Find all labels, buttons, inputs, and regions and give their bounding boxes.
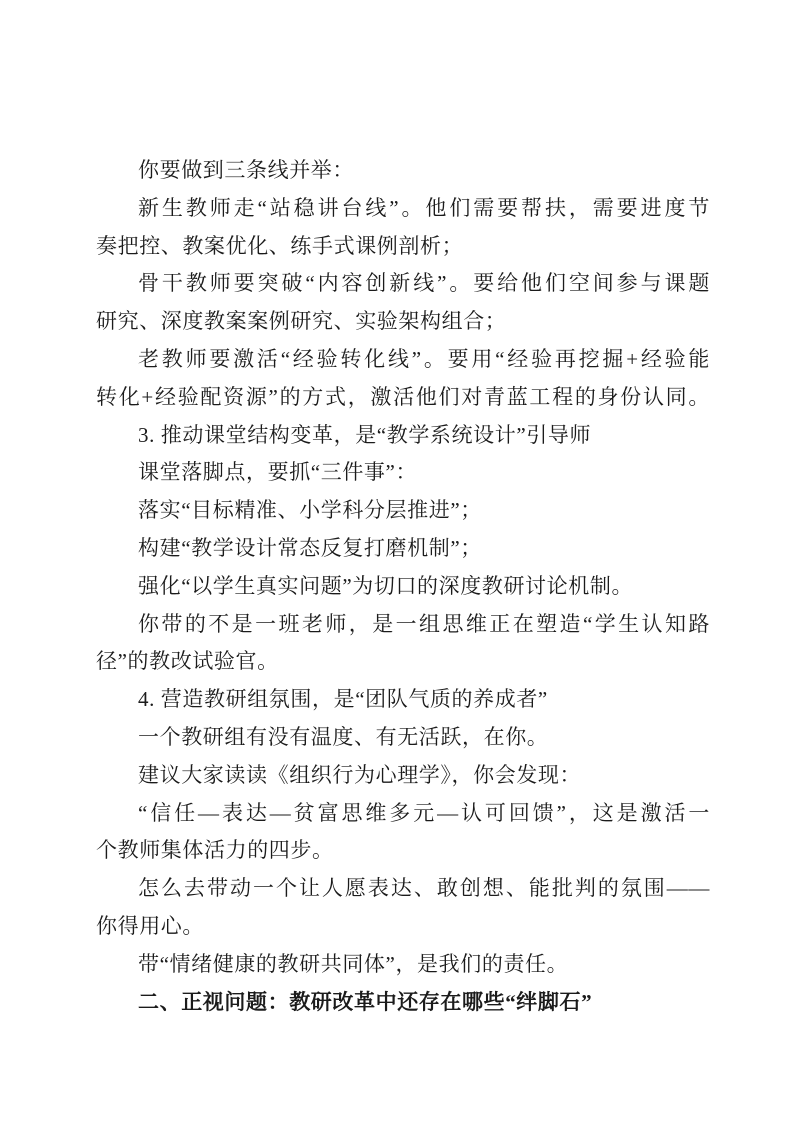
paragraph-line: 你带的不是一班老师，是一组思维正在塑造“学生认知路	[138, 611, 710, 636]
paragraph-line: 个教师集体活力的四步。	[96, 838, 334, 863]
paragraph-line: 老教师要激活“经验转化线”。要用“经验再挖掘+经验能	[138, 346, 710, 371]
paragraph-line: 奏把控、教案优化、练手式课例剖析；	[96, 233, 464, 258]
paragraph-line: 你得用心。	[96, 913, 204, 938]
numbered-item-4: 4. 营造教研组氛围，是“团队气质的养成者”	[138, 687, 548, 712]
paragraph-line: 构建“教学设计常态反复打磨机制”；	[138, 535, 482, 560]
paragraph-line: 课堂落脚点，要抓“三件事”：	[138, 460, 418, 485]
paragraph-line: 骨干教师要突破“内容创新线”。要给他们空间参与课题	[138, 271, 710, 296]
paragraph-line: 你要做到三条线并举：	[138, 158, 354, 182]
paragraph-line: 强化“以学生真实问题”为切口的深度教研讨论机制。	[138, 573, 634, 598]
numbered-item-3: 3. 推动课堂结构变革，是“教学系统设计”引导师	[138, 422, 592, 447]
paragraph-line: 怎么去带动一个让人愿表达、敢创想、能批判的氛围——	[138, 876, 710, 901]
paragraph-line: 带“情绪健康的教研共同体”，是我们的责任。	[138, 951, 569, 976]
paragraph-line: 一个教研组有没有温度、有无活跃，在你。	[138, 724, 549, 749]
paragraph-line: 新生教师走“站稳讲台线”。他们需要帮扶，需要进度节	[138, 195, 710, 220]
paragraph-line: 落实“目标精准、小学科分层推进”；	[138, 498, 482, 523]
paragraph-line: 建议大家读读《组织行为心理学》，你会发现：	[138, 762, 582, 787]
section-heading: 二、正视问题：教研改革中还存在哪些“绊脚石”	[138, 989, 593, 1014]
paragraph-line: 研究、深度教案案例研究、实验架构组合；	[96, 309, 507, 334]
paragraph-line: “信任—表达—贫富思维多元—认可回馈”，这是激活一	[138, 800, 710, 825]
document-text-block	[96, 152, 710, 1021]
paragraph-line: 转化+经验配资源”的方式，激活他们对青蓝工程的身份认同。	[96, 384, 710, 409]
paragraph-line: 径”的教改试验官。	[96, 649, 279, 674]
